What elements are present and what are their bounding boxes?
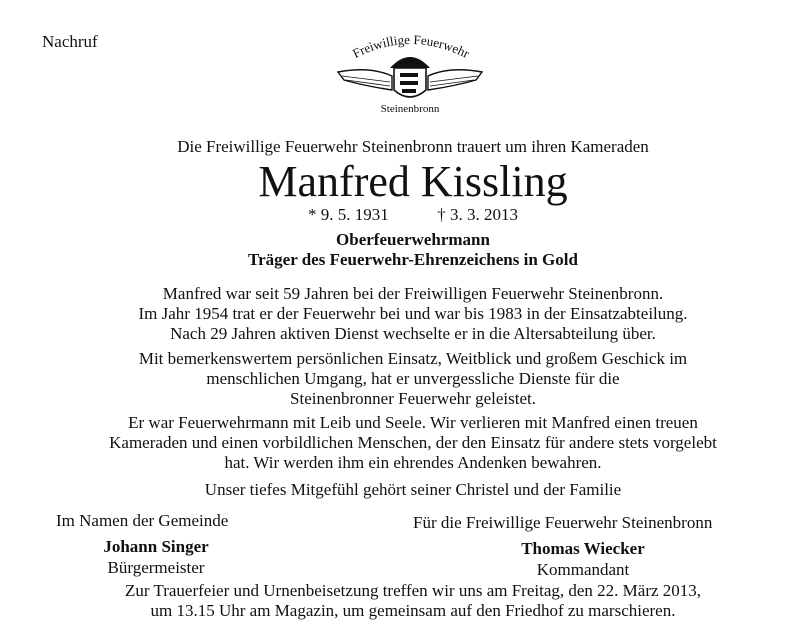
signature-left-onbehalf: Im Namen der Gemeinde [56,511,229,530]
paragraph-line: Mit bemerkenswertem persönlichen Einsatz, Weitblick und großem Geschick im [138,349,688,368]
signature-right-title: Kommandant [536,560,630,579]
intro-line: Die Freiwillige Feuerwehr Steinenbronn trauert um ihren Kameraden [177,137,649,156]
paragraph-line: Er war Feuerwehrmann mit Leib und Seele. Wir verlieren mit Manfred einen treuen [128,413,698,432]
signature-right-name: Thomas Wiecker [521,539,645,558]
funeral-line: Zur Trauerfeier und Urnenbeisetzung treffen wir uns am Freitag, den 22. März 2013, [124,581,702,600]
paragraph-line: Nach 29 Jahren aktiven Dienst wechselte er in die Altersabteilung über. [170,324,656,343]
paragraph-line: hat. Wir werden ihm ein ehrendes Andenken bewahren. [224,453,602,472]
svg-text:Freiwillige Feuerwehr [350,32,473,61]
deceased-name: Manfred Kissling [258,157,568,206]
paragraph-line: Manfred war seit 59 Jahren bei der Freiwilligen Feuerwehr Steinenbronn. [162,284,664,303]
paragraph-line: Im Jahr 1954 trat er der Feuerwehr bei und war bis 1983 in der Einsatzabteilung. [138,304,688,323]
rank: Oberfeuerwehrmann [336,230,490,249]
heading-nachruf: Nachruf [42,32,98,51]
logo-bottom-text: Steinenbronn [380,103,440,115]
paragraph-line: Steinenbronner Feuerwehr geleistet. [290,389,536,408]
helmet-icon [390,57,430,68]
honor: Träger des Feuerwehr-Ehrenzeichens in Gold [248,250,578,269]
paragraph-line: Kameraden und einen vorbildlichen Menschen, der den Einsatz für andere stets vorgelebt [109,433,717,452]
paragraph-line: Unser tiefes Mitgefühl gehört seiner Christel und der Familie [204,480,622,499]
death-date: † 3. 3. 2013 [437,205,518,224]
paragraph-line: menschlichen Umgang, hat er unvergessliche Dienste für die [206,369,620,388]
logo-top-text: Freiwillige Feuerwehr [349,31,472,62]
signature-left-name: Johann Singer [103,537,209,556]
fire-brigade-logo [330,24,490,116]
signature-right-onbehalf: Für die Freiwillige Feuerwehr Steinenbronn [413,513,713,532]
funeral-line: um 13.15 Uhr am Magazin, um gemeinsam auf den Friedhof zu marschieren. [150,601,676,620]
signature-left-title: Bürgermeister [107,558,205,577]
dates [13,205,800,225]
birth-date: * 9. 5. 1931 [308,205,389,224]
